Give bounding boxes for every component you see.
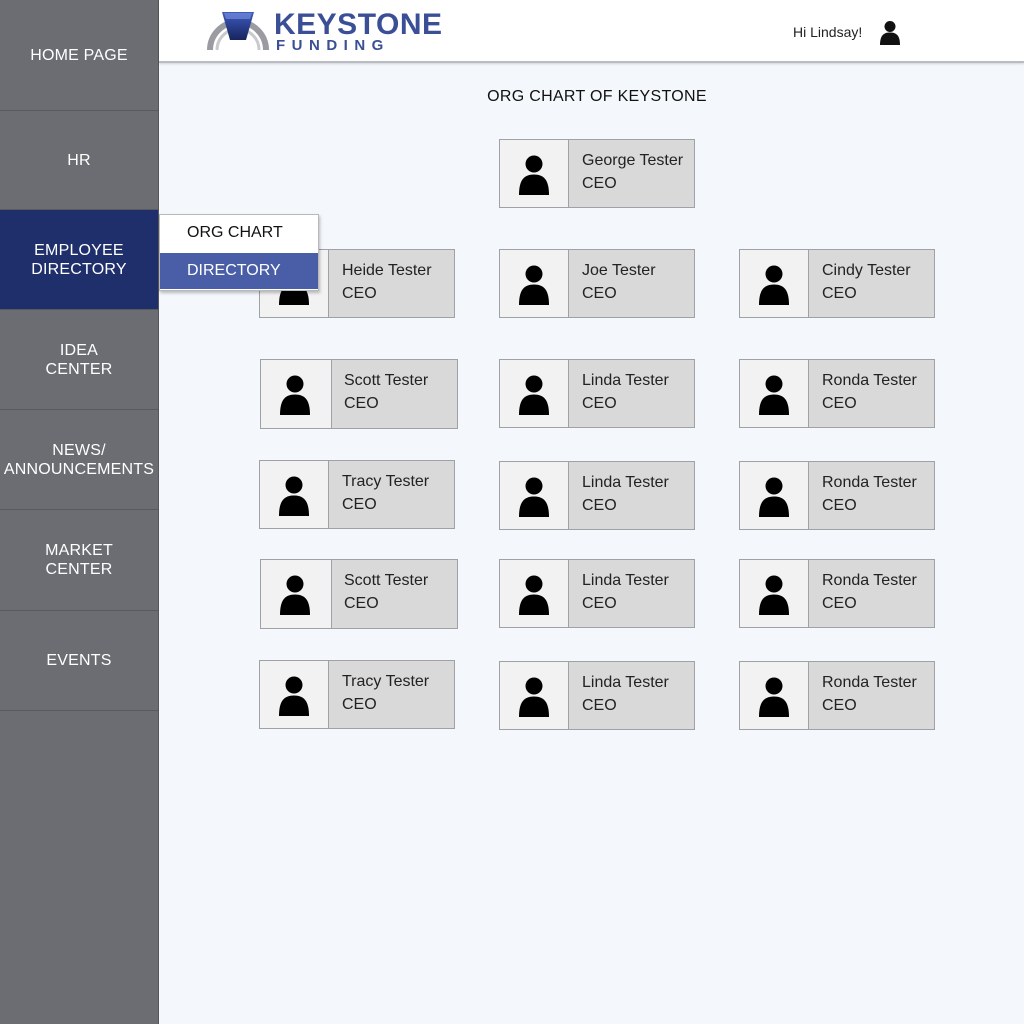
employee-card[interactable] [259, 660, 455, 729]
sidebar-item-hr[interactable]: HR [0, 111, 158, 210]
employee-role: CEO [822, 697, 857, 714]
employee-card[interactable] [499, 661, 695, 730]
employee-card[interactable] [739, 559, 935, 628]
employee-name: Ronda Tester [822, 674, 917, 691]
employee-role: CEO [822, 595, 857, 612]
submenu-item-org-chart[interactable]: ORG CHART [187, 224, 283, 241]
employee-name: Ronda Tester [822, 474, 917, 491]
employee-name: Tracy Tester [342, 673, 430, 690]
keystone-logo[interactable] [206, 8, 443, 54]
employee-role: CEO [344, 595, 379, 612]
employee-card[interactable] [739, 661, 935, 730]
employee-role: CEO [342, 696, 377, 713]
employee-name: Scott Tester [344, 372, 429, 389]
employee-photo [500, 140, 569, 207]
logo-subtitle: FUNDING [276, 37, 390, 54]
logo-name: KEYSTONE [274, 8, 443, 41]
employee-photo [740, 462, 809, 529]
employee-role: CEO [822, 285, 857, 302]
employee-directory-submenu [159, 214, 319, 291]
employee-photo [260, 461, 329, 528]
employee-name: Heide Tester [342, 262, 432, 279]
employee-name: Linda Tester [582, 572, 669, 589]
sidebar-item-market-center[interactable]: MARKET CENTER [0, 510, 158, 611]
employee-photo [740, 250, 809, 317]
employee-photo [500, 360, 569, 427]
employee-role: CEO [582, 285, 617, 302]
employee-role: CEO [582, 595, 617, 612]
person-icon [277, 475, 311, 517]
employee-card[interactable] [499, 559, 695, 628]
employee-name: Ronda Tester [822, 572, 917, 589]
person-icon [277, 675, 311, 717]
person-icon [517, 154, 551, 196]
employee-name: Tracy Tester [342, 473, 430, 490]
employee-card[interactable] [499, 359, 695, 428]
header [159, 0, 1024, 63]
employee-card[interactable] [259, 460, 455, 529]
user-icon[interactable] [879, 20, 901, 46]
employee-photo [740, 662, 809, 729]
employee-photo [500, 250, 569, 317]
submenu-item-directory[interactable]: DIRECTORY [160, 253, 318, 289]
sidebar-item-events[interactable]: EVENTS [0, 611, 158, 711]
sidebar-item-home-page[interactable]: HOME PAGE [0, 0, 158, 111]
employee-name: Joe Tester [582, 262, 656, 279]
employee-photo [261, 560, 332, 628]
employee-name: Linda Tester [582, 674, 669, 691]
employee-role: CEO [822, 395, 857, 412]
employee-photo [500, 462, 569, 529]
employee-photo [261, 360, 332, 428]
employee-role: CEO [582, 175, 617, 192]
employee-photo [260, 661, 329, 728]
employee-card[interactable] [739, 461, 935, 530]
page-title: ORG CHART OF KEYSTONE [487, 88, 707, 105]
person-icon [278, 574, 312, 616]
person-icon [517, 374, 551, 416]
employee-name: Cindy Tester [822, 262, 911, 279]
keystone-emblem-icon [206, 10, 270, 52]
employee-role: CEO [582, 395, 617, 412]
employee-role: CEO [342, 496, 377, 513]
employee-card[interactable] [499, 249, 695, 318]
employee-name: George Tester [582, 152, 684, 169]
employee-photo [740, 360, 809, 427]
person-icon [757, 476, 791, 518]
employee-role: CEO [582, 497, 617, 514]
sidebar [0, 0, 159, 1024]
user-greeting: Hi Lindsay! [793, 24, 863, 40]
employee-name: Ronda Tester [822, 372, 917, 389]
sidebar-item-idea-center[interactable]: IDEA CENTER [0, 310, 158, 410]
employee-role: CEO [344, 395, 379, 412]
sidebar-item-employee-directory[interactable]: EMPLOYEE DIRECTORY [0, 210, 158, 310]
employee-card[interactable] [499, 139, 695, 208]
employee-name: Linda Tester [582, 372, 669, 389]
employee-photo [500, 560, 569, 627]
person-icon [517, 574, 551, 616]
employee-card[interactable] [499, 461, 695, 530]
employee-role: CEO [582, 697, 617, 714]
person-icon [517, 264, 551, 306]
person-icon [757, 374, 791, 416]
person-icon [517, 476, 551, 518]
person-icon [757, 676, 791, 718]
employee-photo [500, 662, 569, 729]
person-icon [517, 676, 551, 718]
employee-photo [740, 560, 809, 627]
person-icon [278, 374, 312, 416]
sidebar-item-news-announcements[interactable]: NEWS/ ANNOUNCEMENTS [0, 410, 158, 510]
employee-role: CEO [822, 497, 857, 514]
employee-name: Linda Tester [582, 474, 669, 491]
employee-card[interactable] [260, 559, 458, 629]
employee-role: CEO [342, 285, 377, 302]
employee-card[interactable] [260, 359, 458, 429]
employee-name: Scott Tester [344, 572, 429, 589]
person-icon [757, 574, 791, 616]
person-icon [757, 264, 791, 306]
employee-card[interactable] [739, 249, 935, 318]
employee-card[interactable] [739, 359, 935, 428]
